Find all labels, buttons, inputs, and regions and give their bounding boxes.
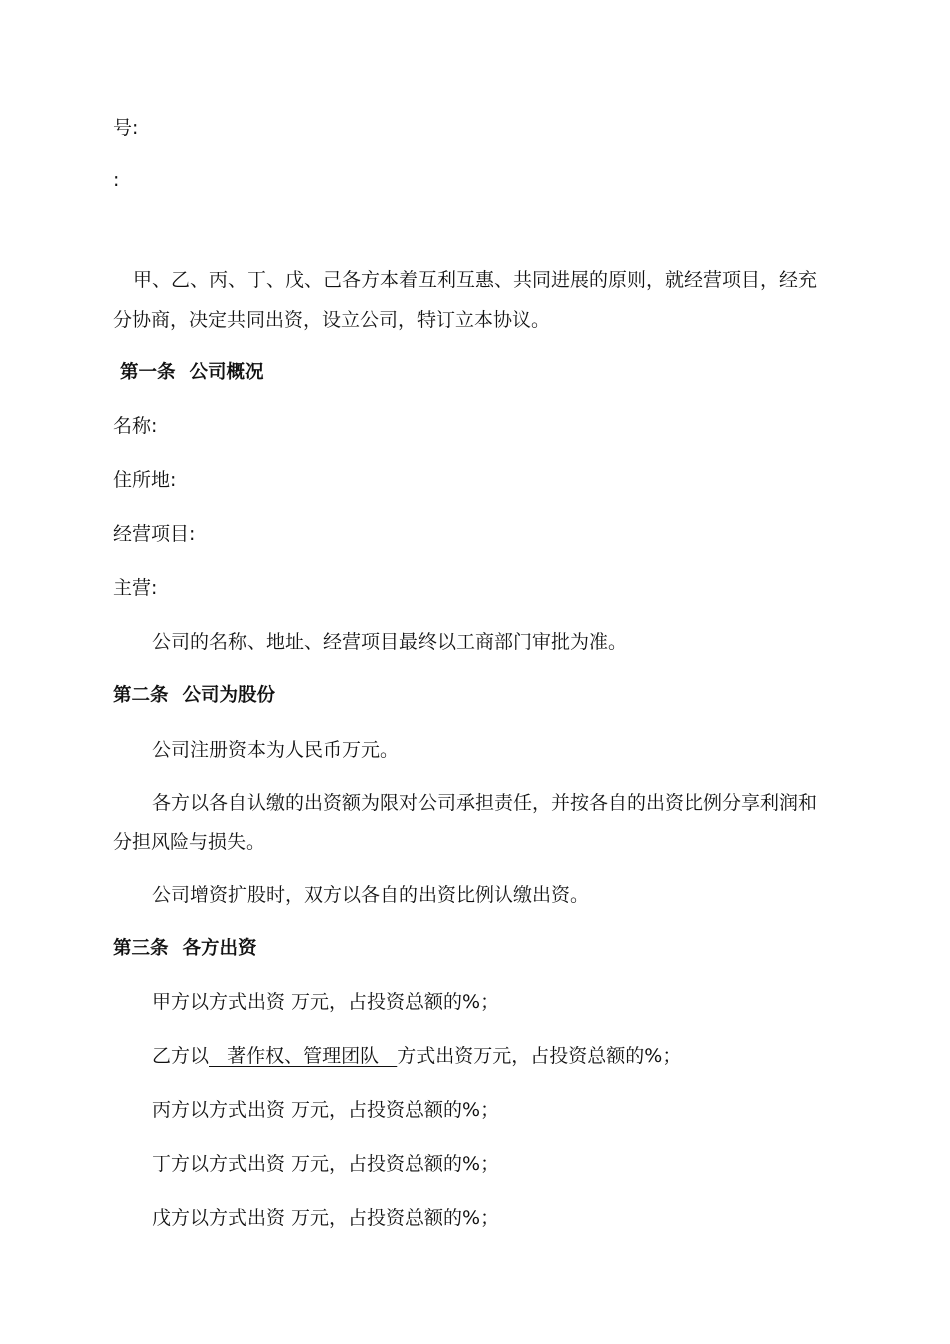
article-3-number: 第三条 (113, 938, 169, 959)
party-b-contribution (152, 1044, 872, 1068)
intro-line-1: 甲、乙、丙、丁、戊、己各方本着互利互惠、共同进展的原则，就经营项目，经充 (133, 269, 818, 291)
party-b-method: 著作权、管理团队 (209, 1045, 398, 1067)
article-2-number: 第二条 (113, 685, 169, 706)
article-2-title: 公司为股份 (182, 685, 276, 706)
company-name-label: 名称: (113, 415, 158, 437)
article-1-number: 第一条 (120, 362, 176, 383)
liability-line-1: 各方以各自认缴的出资额为限对公司承担责任，并按各自的出资比例分享利润和 (152, 792, 818, 814)
company-address-label: 住所地: (113, 469, 177, 491)
liability-line-2: 分担风险与损失。 (113, 831, 266, 853)
party-b-prefix: 乙方以 (152, 1045, 210, 1067)
capital-increase: 公司增资扩股时，双方以各自的出资比例认缴出资。 (152, 884, 590, 906)
party-c-contribution: 丙方以方式出资 万元，占投资总额的%； (152, 1099, 500, 1121)
party-e-contribution: 戊方以方式出资 万元，占投资总额的%； (152, 1207, 500, 1229)
registered-capital: 公司注册资本为人民币万元。 (152, 739, 400, 761)
intro-line-2: 分协商，决定共同出资，设立公司，特订立本协议。 (113, 309, 551, 331)
article-1-title: 公司概况 (189, 362, 264, 383)
party-b-suffix: 方式出资万元，占投资总额的%； (397, 1045, 682, 1067)
article-3-title: 各方出资 (182, 938, 257, 959)
number-label: 号: (113, 117, 139, 139)
party-a-contribution: 甲方以方式出资 万元，占投资总额的%； (152, 991, 500, 1013)
article-2-heading (113, 684, 833, 708)
approval-note: 公司的名称、地址、经营项目最终以工商部门审批为准。 (152, 631, 628, 653)
main-business-label: 主营: (113, 577, 158, 599)
article-3-heading (113, 937, 833, 961)
article-1-heading (120, 361, 840, 385)
party-d-contribution: 丁方以方式出资 万元，占投资总额的%； (152, 1153, 500, 1175)
colon-line: : (113, 169, 120, 191)
business-scope-label: 经营项目: (113, 523, 196, 545)
